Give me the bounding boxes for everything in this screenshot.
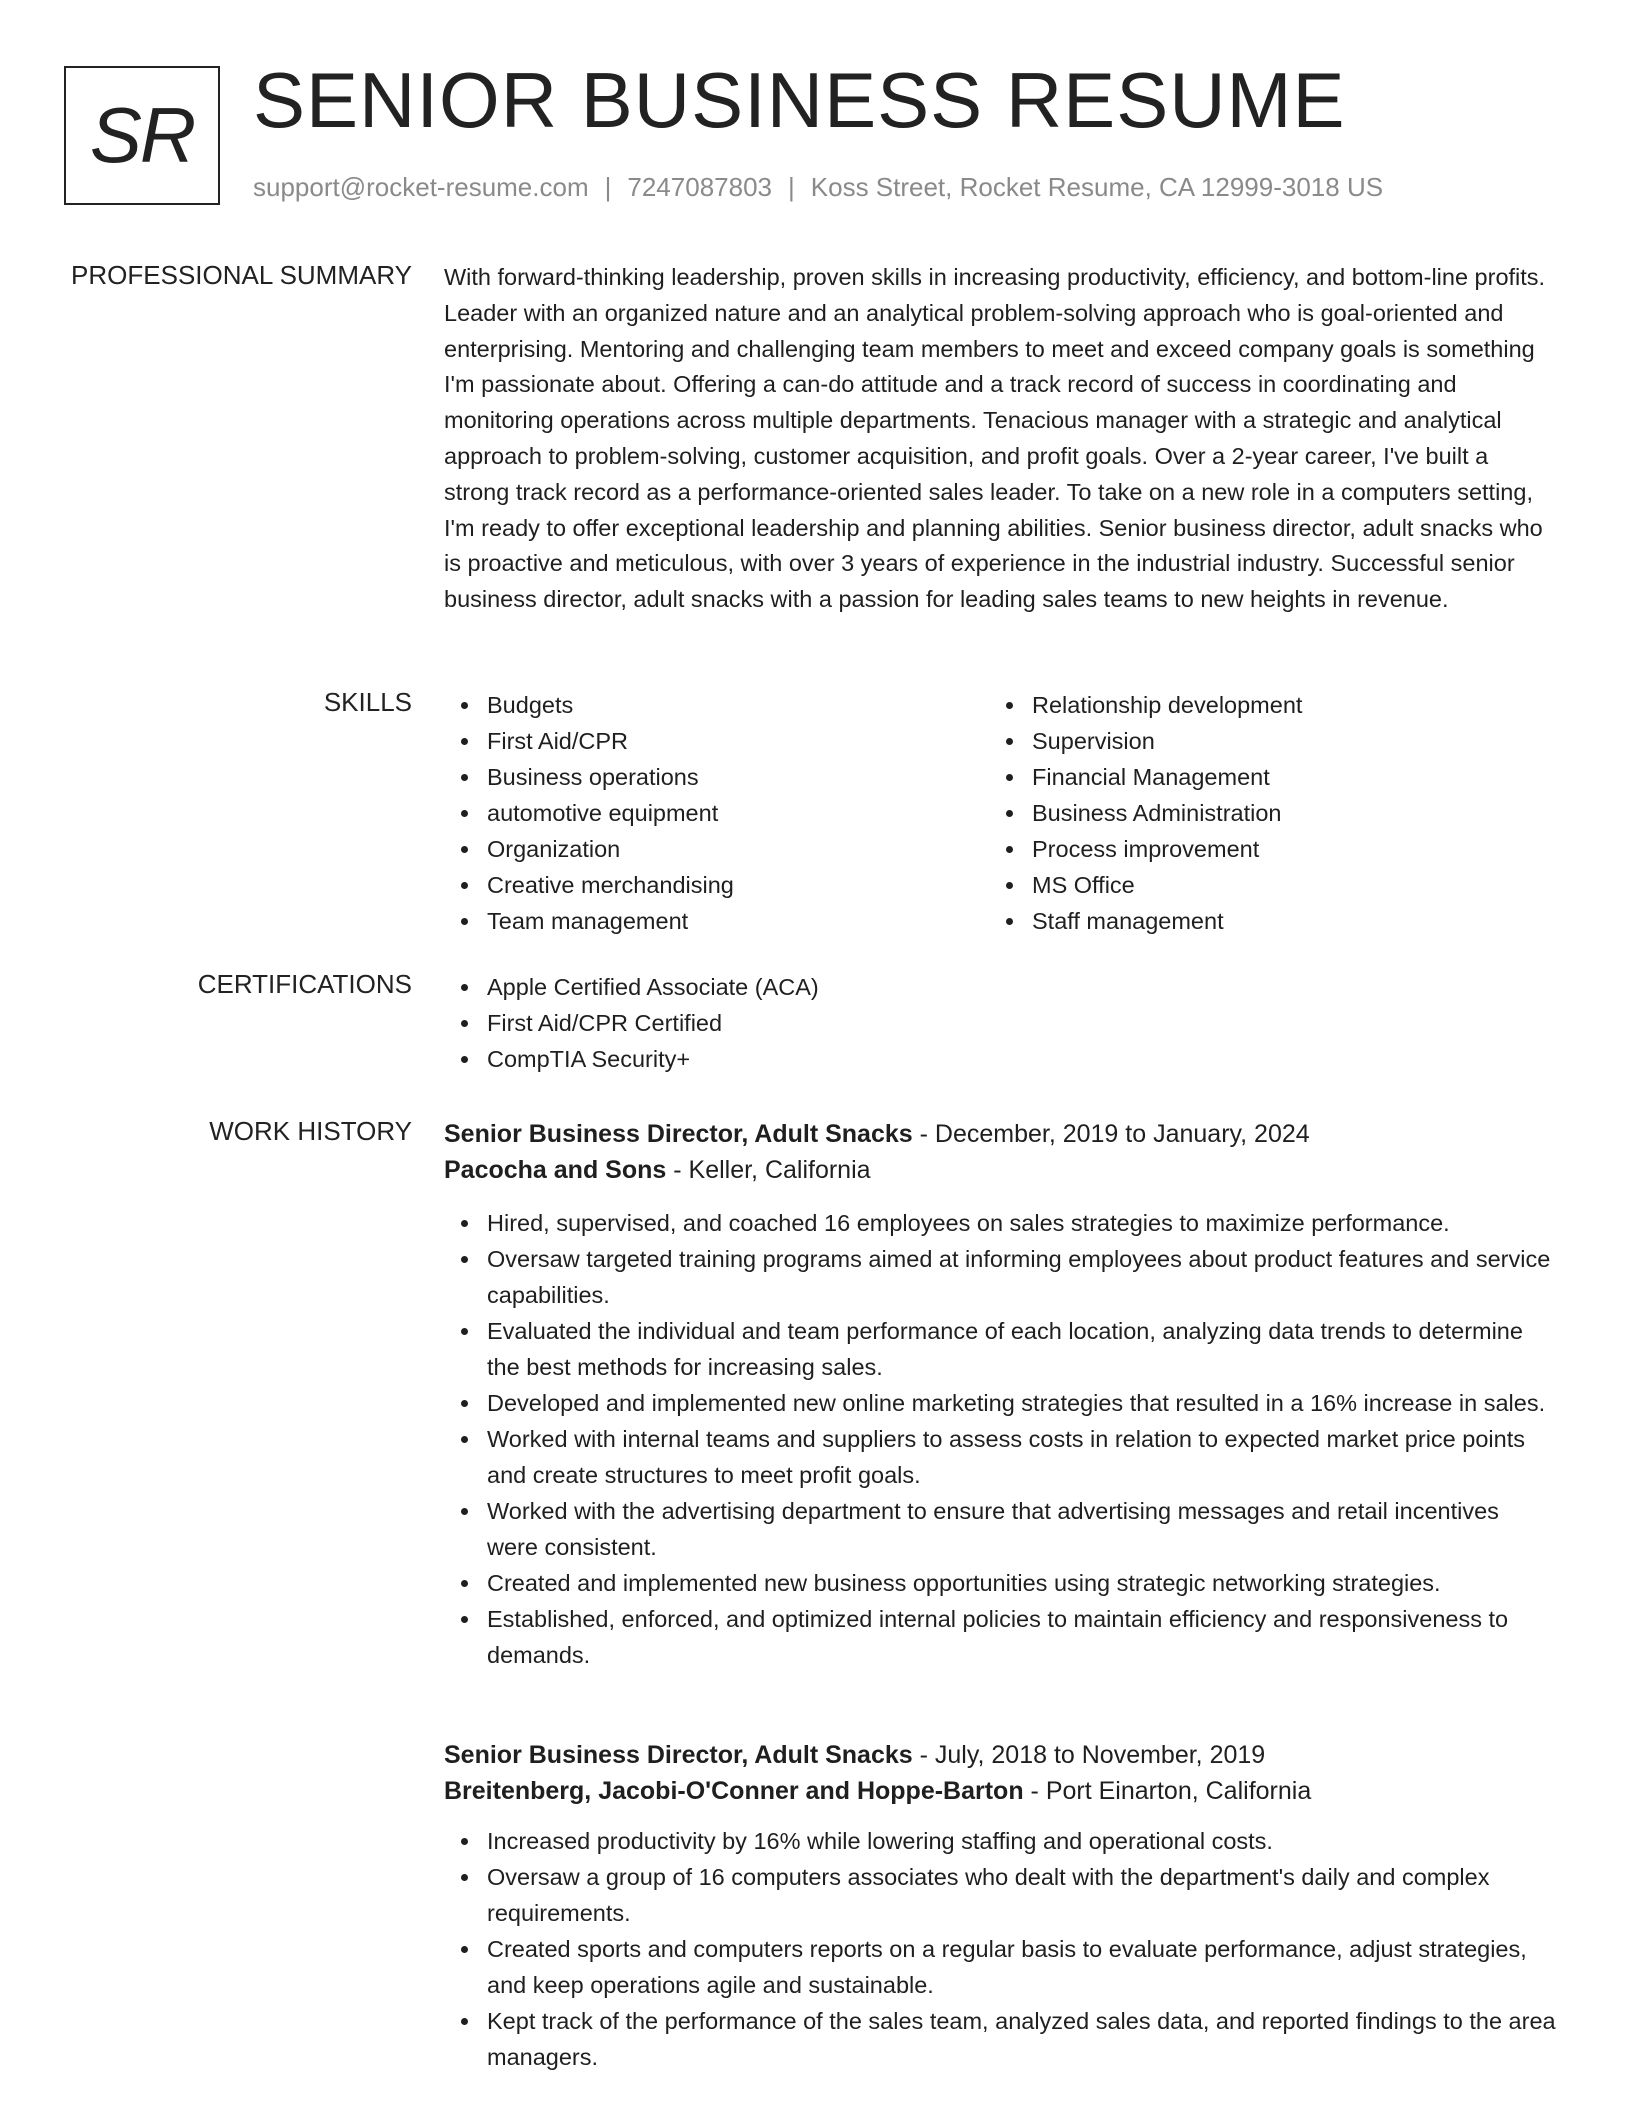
job-duty: Created and implemented new business opportunities using strategic networking strategies. (444, 1565, 1556, 1601)
skill-item: Business operations (444, 759, 734, 795)
skill-item: First Aid/CPR (444, 723, 734, 759)
initials-text: SR (89, 91, 195, 179)
skill-item: Business Administration (989, 795, 1302, 831)
job-duty: Developed and implemented new online marketing strategies that resulted in a 16% increase in sales. (444, 1385, 1556, 1421)
certifications-list (444, 969, 1556, 1077)
job-dates: - December, 2019 to January, 2024 (912, 1120, 1310, 1148)
job-duty: Created sports and computers reports on a regular basis to evaluate performance, adjust strategies, and keep operations agile and sustainable. (444, 1931, 1556, 2003)
job-location: - Keller, California (666, 1156, 871, 1184)
contact-separator: | (604, 172, 612, 202)
job-title-line (444, 1737, 1556, 1773)
job-duties-list (444, 1205, 1556, 1673)
job-location: - Port Einarton, California (1023, 1777, 1312, 1805)
skill-item: Budgets (444, 687, 734, 723)
job-dates: - July, 2018 to November, 2019 (912, 1741, 1266, 1769)
job-duty: Oversaw a group of 16 computers associates who dealt with the department's daily and complex requirements. (444, 1859, 1556, 1931)
job-duty: Hired, supervised, and coached 16 employees on sales strategies to maximize performance. (444, 1205, 1556, 1241)
summary-heading: PROFESSIONAL SUMMARY (71, 260, 412, 290)
job-entry (444, 1116, 1556, 1673)
skill-item: automotive equipment (444, 795, 734, 831)
certifications-heading: CERTIFICATIONS (197, 969, 412, 999)
skill-item: Process improvement (989, 831, 1302, 867)
skill-item: Creative merchandising (444, 867, 734, 903)
skills-list-right (989, 687, 1302, 939)
contact-line (253, 172, 1383, 203)
job-company-line (444, 1152, 1556, 1188)
skill-item: Financial Management (989, 759, 1302, 795)
job-title-line (444, 1116, 1556, 1152)
skill-item: Relationship development (989, 687, 1302, 723)
job-company: Pacocha and Sons (444, 1156, 667, 1184)
certification-item: Apple Certified Associate (ACA) (444, 969, 1556, 1005)
skills-heading: SKILLS (323, 687, 412, 717)
initials-monogram (64, 66, 220, 205)
skill-item: Staff management (989, 903, 1302, 939)
job-duty: Worked with the advertising department to ensure that advertising messages and retail incentives were consistent. (444, 1493, 1556, 1565)
job-duty: Increased productivity by 16% while lowering staffing and operational costs. (444, 1823, 1556, 1859)
job-company: Breitenberg, Jacobi-O'Conner and Hoppe-Barton (444, 1777, 1024, 1805)
skills-list-left (444, 687, 734, 939)
job-duty: Kept track of the performance of the sales team, analyzed sales data, and reported findings to the area managers. (444, 2003, 1556, 2075)
skill-item: Organization (444, 831, 734, 867)
skill-item: Supervision (989, 723, 1302, 759)
contact-address: Koss Street, Rocket Resume, CA 12999-3018 US (810, 172, 1384, 202)
skill-item: Team management (444, 903, 734, 939)
work-history-heading: WORK HISTORY (209, 1116, 412, 1146)
job-duty: Established, enforced, and optimized internal policies to maintain efficiency and responsiveness to demands. (444, 1601, 1556, 1673)
job-duty: Evaluated the individual and team performance of each location, analyzing data trends to determine the best methods for increasing sales. (444, 1313, 1556, 1385)
skill-item: MS Office (989, 867, 1302, 903)
job-company-line (444, 1773, 1556, 1809)
resume-title: SENIOR BUSINESS RESUME (253, 56, 1346, 144)
job-duty: Oversaw targeted training programs aimed at informing employees about product features and service capabilities. (444, 1241, 1556, 1313)
job-entry (444, 1737, 1556, 2075)
certification-item: CompTIA Security+ (444, 1041, 1556, 1077)
contact-phone[interactable]: 7247087803 (627, 172, 772, 202)
job-duties-list (444, 1823, 1556, 2075)
certification-item: First Aid/CPR Certified (444, 1005, 1556, 1041)
summary-text: With forward-thinking leadership, proven skills in increasing productivity, efficiency, and bottom-line profits. Leader with an organized nature and an analytical problem-solving approach who is goal-oriented and enterprising. Mentoring and challenging team members to meet and exceed company goals is something I'm passionate about. Offering a can-do attitude and a track record of success in coordinating and monitoring operations across multiple departments. Tenacious manager with a strategic and analytical approach to problem-solving, customer acquisition, and profit goals. Over a 2-year career, I've built a strong track record as a performance-oriented sales leader. To take on a new role in a computers setting, I'm ready to offer exceptional leadership and planning abilities. Senior business director, adult snacks who is proactive and meticulous, with over 3 years of experience in the industrial industry. Successful senior business director, adult snacks with a passion for leading sales teams to new heights in revenue. (444, 264, 1546, 613)
job-duty: Worked with internal teams and suppliers to assess costs in relation to expected market price points and create structures to meet profit goals. (444, 1421, 1556, 1493)
contact-email[interactable]: support@rocket-resume.com (253, 172, 589, 202)
job-title: Senior Business Director, Adult Snacks (444, 1120, 913, 1148)
contact-separator: | (788, 172, 795, 202)
job-title: Senior Business Director, Adult Snacks (444, 1741, 913, 1769)
